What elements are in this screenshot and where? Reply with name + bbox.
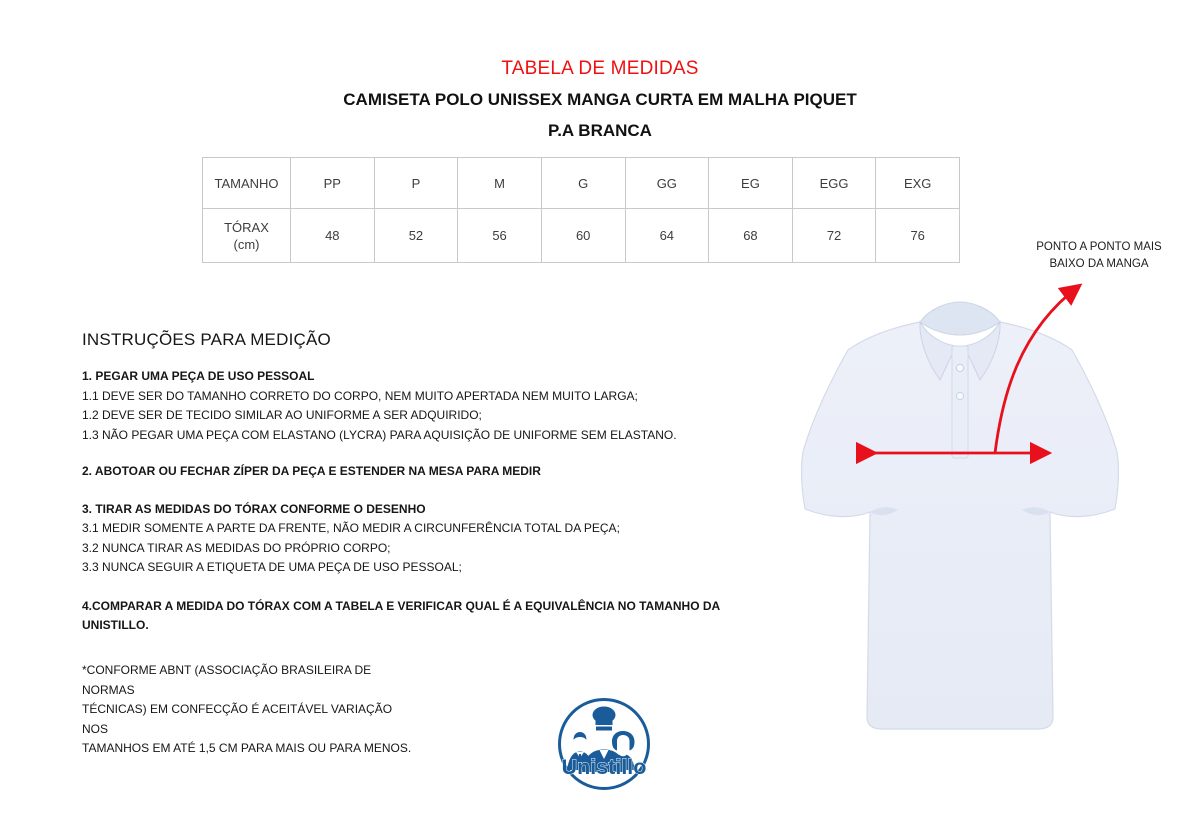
instruction-item-3-3: 3.3 NUNCA SEGUIR A ETIQUETA DE UMA PEÇA DE USO PESSOAL; [82,560,462,574]
footnote-line3: TAMANHOS EM ATÉ 1,5 CM PARA MAIS OU PARA MENOS. [82,741,412,755]
torax-value-g: 60 [541,209,625,263]
size-table-col-gg: GG [625,158,709,209]
torax-value-p: 52 [374,209,458,263]
company-logo [552,694,656,798]
size-table-body [203,209,960,263]
size-table-col-tamanho: TAMANHO [203,158,291,209]
footnote-line2: TÉCNICAS) EM CONFECÇÃO É ACEITÁVEL VARIAÇÃO NOS [82,702,393,736]
instruction-item-1-2: 1.2 DEVE SER DE TECIDO SIMILAR AO UNIFORME A SER ADQUIRIDO; [82,408,482,422]
size-table-header-row [203,158,960,209]
shirt-button-bottom [956,392,963,399]
size-table-col-pp: PP [291,158,375,209]
shirt-collar-band [920,302,1000,335]
torax-value-egg: 72 [792,209,876,263]
logo-wordmark: Unistillo [561,755,647,779]
instruction-step-3: 3. TIRAR AS MEDIDAS DO TÓRAX CONFORME O DESENHO [82,501,426,516]
polo-shirt-illustration [790,280,1190,745]
size-table-col-m: M [458,158,542,209]
instruction-item-1-3: 1.3 NÃO PEGAR UMA PEÇA COM ELASTANO (LYCRA) PARA AQUISIÇÃO DE UNIFORME SEM ELASTANO. [82,427,677,442]
product-name: CAMISETA POLO UNISSEX MANGA CURTA EM MALHA PIQUET [343,90,857,109]
shirt-placket [952,346,968,458]
instructions-heading: INSTRUÇÕES PARA MEDIÇÃO [82,330,331,349]
instruction-step-2: 2. ABOTOAR OU FECHAR ZÍPER DA PEÇA E ESTENDER NA MESA PARA MEDIR [82,464,541,478]
polo-shirt-figure [790,280,1190,745]
torax-value-exg: 76 [876,209,960,263]
torax-value-m: 56 [458,209,542,263]
torax-value-pp: 48 [291,209,375,263]
size-table-col-p: P [374,158,458,209]
shirt-button-top [956,364,963,371]
instruction-item-1-1: 1.1 DEVE SER DO TAMANHO CORRETO DO CORPO, NEM MUITO APERTADA NEM MUITO LARGA; [82,388,638,403]
row-label-line1: TÓRAX [224,219,269,235]
abnt-footnote [82,661,412,759]
instruction-item-3-1: 3.1 MEDIR SOMENTE A PARTE DA FRENTE, NÃO MEDIR A CIRCUNFERÊNCIA TOTAL DA PEÇA; [82,521,620,535]
instruction-item-3-2: 3.2 NUNCA TIRAR AS MEDIDAS DO PRÓPRIO CORPO; [82,540,391,555]
sleeve-note-line1: PONTO A PONTO MAIS [1036,241,1162,253]
size-table-col-g: G [541,158,625,209]
row-label-line2: (cm) [233,236,260,252]
size-table-row-label [203,209,291,263]
torax-value-gg: 64 [625,209,709,263]
footnote-line1: *CONFORME ABNT (ASSOCIAÇÃO BRASILEIRA DE NORMAS [82,663,372,697]
unistillo-logo-graphic [552,694,656,798]
document-header [0,58,1200,141]
size-table-col-eg: EG [709,158,793,209]
instruction-step-1: 1. PEGAR UMA PEÇA DE USO PESSOAL [82,369,315,383]
size-table-col-egg: EGG [792,158,876,209]
instruction-step-4: 4.COMPARAR A MEDIDA DO TÓRAX COM A TABELA E VERIFICAR QUAL É A EQUIVALÊNCIA NO TAMANHO DA UNISTILLO. [82,598,720,632]
size-table-col-exg: EXG [876,158,960,209]
size-table [202,157,960,263]
sleeve-measure-note [1018,239,1180,272]
size-table-value-row [203,209,960,263]
torax-value-eg: 68 [709,209,793,263]
sleeve-note-line2: BAIXO DA MANGA [1049,257,1149,270]
product-variant: P.A BRANCA [548,121,652,140]
measurement-instructions [82,329,782,636]
page-title: TABELA DE MEDIDAS [501,58,699,79]
size-table-header [203,158,960,209]
